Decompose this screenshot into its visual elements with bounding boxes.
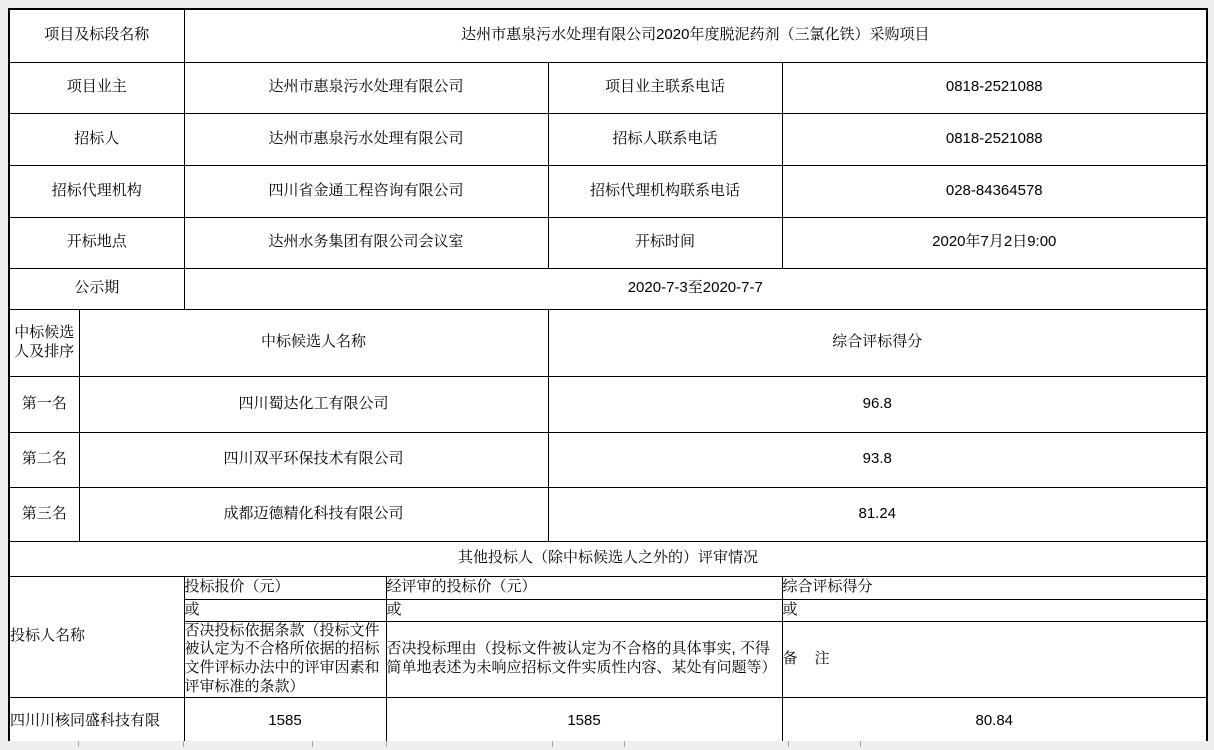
or-label-col2: 或 [184,599,386,621]
candidate-name-cell: 成都迈德精化科技有限公司 [79,487,548,541]
opening-place-label: 开标地点 [9,217,184,268]
bid-price-cell: 1585 [184,697,386,746]
candidate-row [9,376,1207,432]
bidder-name-header: 投标人名称 [9,576,184,697]
candidate-name-cell: 四川蜀达化工有限公司 [79,376,548,432]
bidder-name-cell: 四川川核同盛科技有限 [9,697,184,746]
agency-phone-value: 028-84364578 [782,165,1207,217]
gridline-tick [624,741,625,747]
candidate-score-cell: 93.8 [548,432,1207,487]
evaluated-price-cell: 1585 [386,697,782,746]
project-name-label: 项目及标段名称 [9,9,184,62]
remark-header: 备 注 [782,621,1207,697]
opening-time-value: 2020年7月2日9:00 [782,217,1207,268]
rejection-reason-header: 否决投标理由（投标文件被认定为不合格的具体事实, 不得简单地表述为未响应招标文件实质性内容、某处有问题等） [386,621,782,697]
or-label-col3: 或 [386,599,782,621]
table-row [9,268,1207,309]
candidate-name-header: 中标候选人名称 [79,309,548,376]
table-row [9,217,1207,268]
candidate-row [9,432,1207,487]
other-bidders-section-title: 其他投标人（除中标候选人之外的）评审情况 [9,541,1207,576]
candidate-row [9,487,1207,541]
project-name-value: 达州市惠泉污水处理有限公司2020年度脱泥药剂（三氯化铁）采购项目 [184,9,1207,62]
candidate-score-header: 综合评标得分 [548,309,1207,376]
owner-value: 达州市惠泉污水处理有限公司 [184,62,548,113]
bid-price-header: 投标报价（元） [184,576,386,599]
candidate-rank-header: 中标候选人及排序 [9,309,79,376]
agency-label: 招标代理机构 [9,165,184,217]
gridline-tick [860,741,861,747]
owner-phone-label: 项目业主联系电话 [548,62,782,113]
candidate-rank-cell: 第三名 [9,487,79,541]
rejection-clause-header: 否决投标依据条款（投标文件被认定为不合格所依据的招标文件评标办法中的评审因素和评审标准的条款） [184,621,386,697]
agency-phone-label: 招标代理机构联系电话 [548,165,782,217]
or-label-col4: 或 [782,599,1207,621]
table-row [9,165,1207,217]
score-header: 综合评标得分 [782,576,1207,599]
other-bidders-section-row [9,541,1207,576]
tenderer-phone-label: 招标人联系电话 [548,113,782,165]
gridline-tick [312,741,313,747]
candidate-score-cell: 96.8 [548,376,1207,432]
candidate-name-cell: 四川双平环保技术有限公司 [79,432,548,487]
owner-phone-value: 0818-2521088 [782,62,1207,113]
tenderer-label: 招标人 [9,113,184,165]
agency-value: 四川省金通工程咨询有限公司 [184,165,548,217]
bid-result-table [8,8,1208,747]
gridline-tick [78,741,79,747]
publicity-period-label: 公示期 [9,268,184,309]
gridline-tick [183,741,184,747]
table-row [9,9,1207,62]
owner-label: 项目业主 [9,62,184,113]
table-row [9,62,1207,113]
table-row [9,113,1207,165]
publicity-period-value: 2020-7-3至2020-7-7 [184,268,1207,309]
other-bidders-header-row [9,599,1207,621]
below-table-gridline-strip [0,741,1214,750]
gridline-tick [552,741,553,747]
other-bidder-row [9,697,1207,746]
opening-time-label: 开标时间 [548,217,782,268]
other-bidders-header-row [9,576,1207,599]
tenderer-phone-value: 0818-2521088 [782,113,1207,165]
gridline-tick [386,741,387,747]
opening-place-value: 达州水务集团有限公司会议室 [184,217,548,268]
other-bidders-header-row [9,621,1207,697]
candidates-header-row [9,309,1207,376]
candidate-rank-cell: 第二名 [9,432,79,487]
gridline-tick [788,741,789,747]
bidder-score-cell: 80.84 [782,697,1207,746]
candidate-score-cell: 81.24 [548,487,1207,541]
tenderer-value: 达州市惠泉污水处理有限公司 [184,113,548,165]
evaluated-price-header: 经评审的投标价（元） [386,576,782,599]
candidate-rank-cell: 第一名 [9,376,79,432]
